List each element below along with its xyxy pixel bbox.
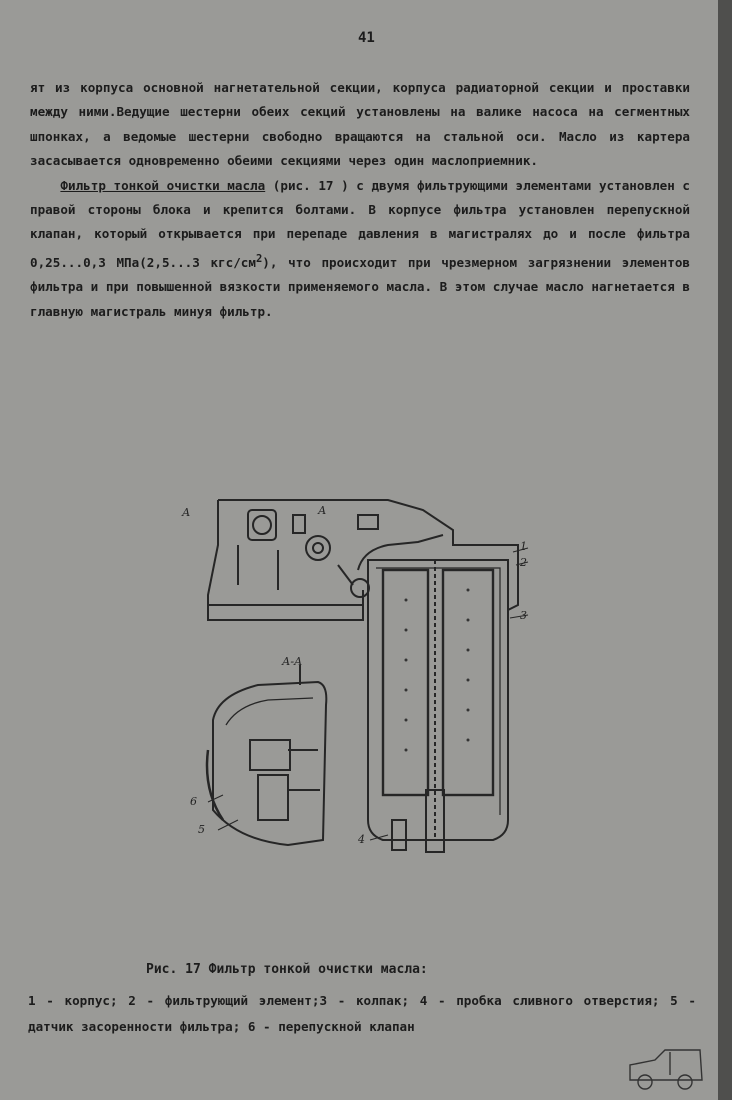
filter-element-right bbox=[443, 570, 493, 795]
callout-1: 1 bbox=[520, 540, 527, 553]
paragraph-2-text: (рис. 17 ) с двумя фильтрующими элементами установлен с правой стороны блока и крепится болтами. В корпусе фильтра установлен перепускной клапан, который открывается при перепаде давления в магистралях до и после фильтра 0,25...0,3 МПа(2,5...3 кгс/см bbox=[30, 177, 690, 271]
body-text bbox=[30, 76, 690, 324]
unit-superscript: 2 bbox=[255, 252, 263, 265]
paragraph-2 bbox=[30, 174, 690, 325]
housing-left bbox=[208, 500, 363, 620]
figure-caption-legend: 1 - корпус; 2 - фильтрующий элемент;3 - колпак; 4 - пробка сливного отверстия; 5 - датчик засоренности фильтра; 6 - перепускной клапан bbox=[28, 993, 696, 1034]
filter-element-left bbox=[383, 570, 428, 795]
page-number: 41 bbox=[358, 30, 375, 46]
callout-4: 4 bbox=[358, 833, 365, 846]
figure-caption-title: Рис. 17 Фильтр тонкой очистки масла: bbox=[146, 962, 428, 977]
section-label: А-А bbox=[282, 655, 303, 668]
filter-cap-outline bbox=[368, 560, 508, 840]
page-edge-shadow bbox=[718, 0, 732, 1100]
callout-3: 3 bbox=[520, 609, 527, 622]
paragraph-1: ят из корпуса основной нагнетательной секции, корпуса радиаторной секции и проставки между ними.Ведущие шестерни обеих секций установлены на валике насоса на сегментных шпонках, а ведомые шестерни свободно вращаются на стальной оси. Масло из картера засасывается одновременно обеими секциями через один маслоприемник. bbox=[30, 80, 690, 169]
callout-5: 5 bbox=[198, 823, 205, 836]
truck-sketch bbox=[620, 1040, 710, 1095]
section-mark-top: А bbox=[318, 504, 327, 517]
paragraph-2-rest: ), что происходит при чрезмерном загрязнении элементов фильтра и при повышенной вязкости применяемого масла. В этом случае масло нагнетается в главную магистраль минуя фильтр. bbox=[30, 255, 690, 319]
section-mark-left: А bbox=[182, 506, 191, 519]
filter-drawing bbox=[178, 490, 538, 865]
callout-2: 2 bbox=[520, 556, 527, 569]
filter-heading: Фильтр тонкой очистки масла bbox=[60, 177, 266, 193]
filter-drawing-svg bbox=[178, 490, 538, 865]
callout-6: 6 bbox=[190, 795, 197, 808]
